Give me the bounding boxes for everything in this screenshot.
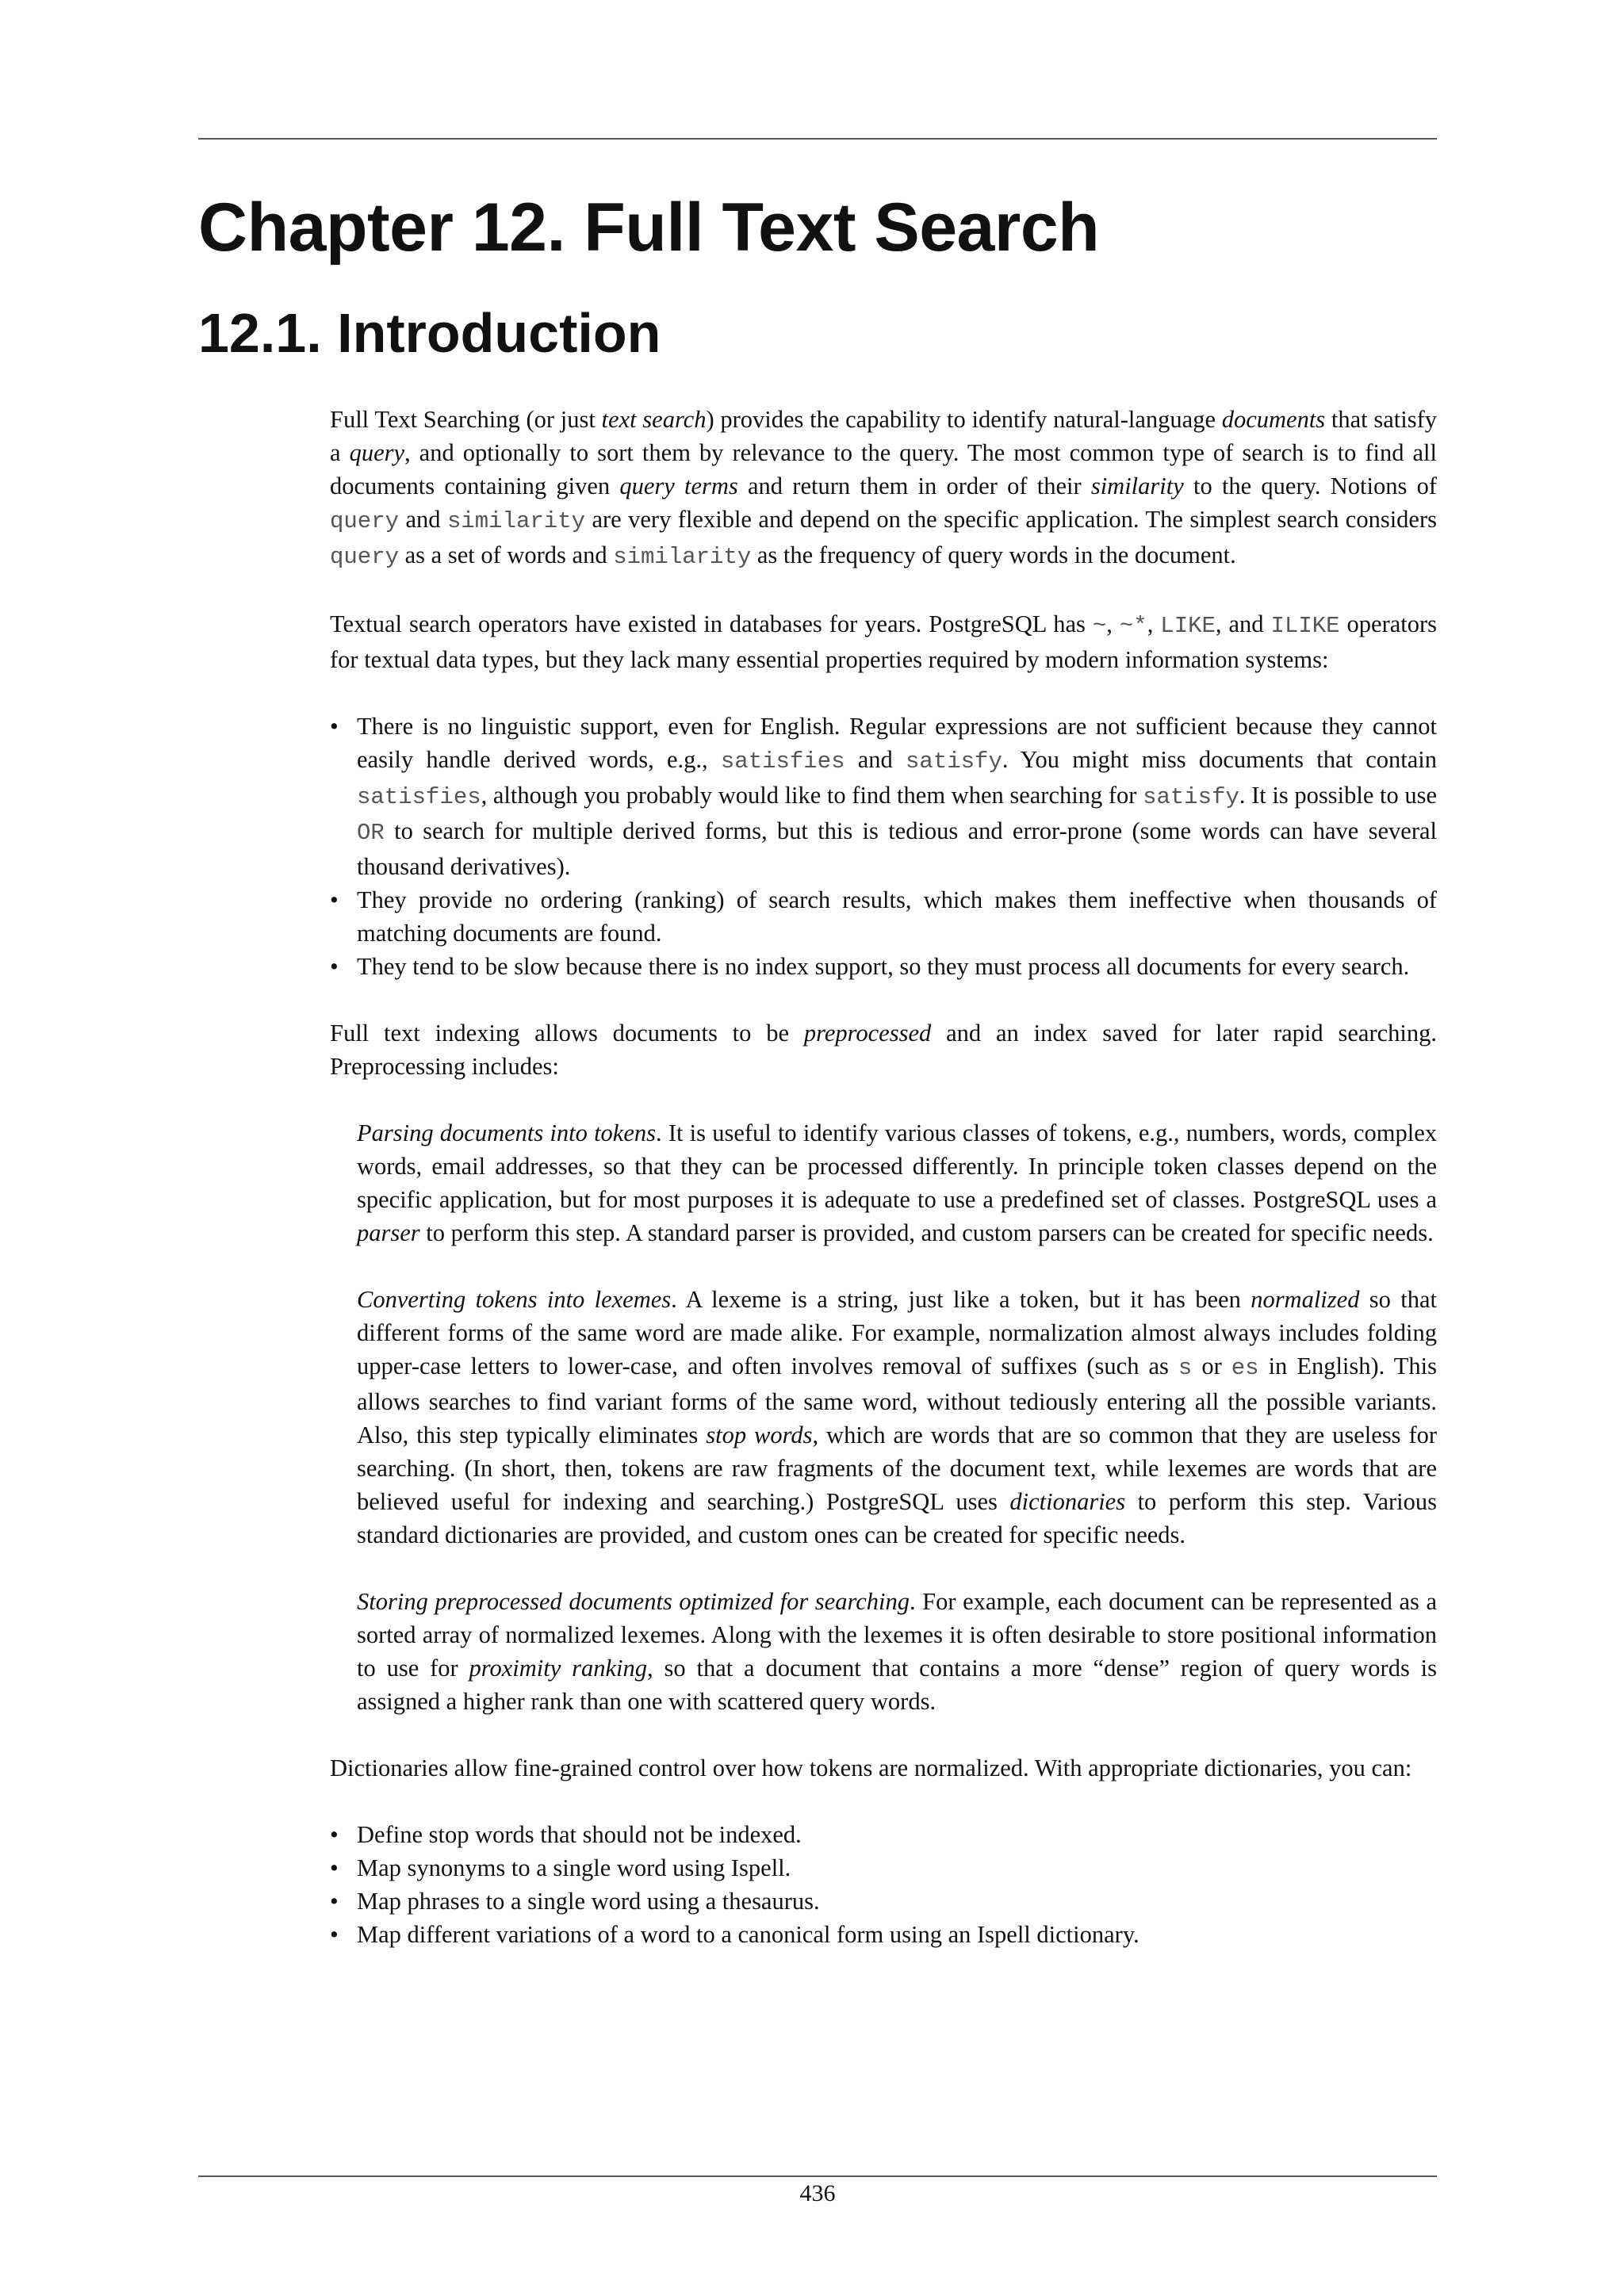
- limitations-list: [330, 710, 1437, 983]
- list-item: • They provide no ordering (ranking) of search results, which makes them ineffective when thousands of matching documents are found.: [330, 883, 1437, 950]
- list-item: • They tend to be slow because there is no index support, so they must process all documents for every search.: [330, 950, 1437, 983]
- footer-rule: [198, 2175, 1437, 2177]
- section-body: [330, 403, 1437, 1951]
- paragraph-lexemes: Converting tokens into lexemes. A lexeme is a string, just like a token, but it has been normalized so that different forms of the same word are made alike. For example, normalization almost always includes folding upper-case letters to lower-case, and often involves removal of suffixes (such as s or es in English). This allows searches to find variant forms of the same word, without tediously entering all the possible variants. Also, this step typically eliminates stop words, which are words that are so common that they are useless for searching. (In short, then, tokens are raw fragments of the document text, while lexemes are words that are believed useful for indexing and searching.) PostgreSQL uses dictionaries to perform this step. Various standard dictionaries are provided, and custom ones can be created for specific needs.: [357, 1286, 1438, 1548]
- paragraph-parsing: Parsing documents into tokens. It is useful to identify various classes of tokens, e.g., numbers, words, complex words, email addresses, so that they can be processed differently. In principle token classes depend on the specific application, but for most purposes it is adequate to use a predefined set of classes. PostgreSQL uses a parser to perform this step. A standard parser is provided, and custom parsers can be created for specific needs.: [357, 1119, 1437, 1246]
- paragraph-operators: Textual search operators have existed in databases for years. PostgreSQL has ~, ~*, LIKE, and ILIKE operators for textual data types, but they lack many essential properties required by modern information systems:: [330, 610, 1438, 673]
- list-item: • Define stop words that should not be indexed.: [330, 1818, 1437, 1851]
- page-number: 436: [799, 2180, 836, 2206]
- paragraph-storing: Storing preprocessed documents optimized for searching. For example, each document can be represented as a sorted array of normalized lexemes. Along with the lexemes it is often desirable to store positional information to use for proximity ranking, so that a document that contains a more “dense” region of query words is assigned a higher rank than one with scattered query words.: [357, 1588, 1438, 1715]
- dictionary-capabilities-list: [330, 1818, 1437, 1951]
- paragraph-indexing: Full text indexing allows documents to be preprocessed and an index saved for later rapid searching. Preprocessing includes:: [330, 1020, 1437, 1080]
- paragraph-intro: Full Text Searching (or just text search) provides the capability to identify natural-language documents that satisfy a query, and optionally to sort them by relevance to the query. The most common type of search is to find all documents containing given query terms and return them in order of their similarity to the query. Notions of query and similarity are very flexible and depend on the specific application. The simplest search considers query as a set of words and similarity as the frequency of query words in the document.: [330, 406, 1437, 570]
- list-item: • There is no linguistic support, even for English. Regular expressions are not sufficient because they cannot easily handle derived words, e.g., satisfies and satisfy. You might miss documents that contain satisfies, although you probably would like to find them when searching for satisfy. It is possible to use OR to search for multiple derived forms, but this is tedious and error-prone (some words can have several thousand derivatives).: [330, 710, 1437, 883]
- list-item: • Map phrases to a single word using a thesaurus.: [330, 1885, 1437, 1918]
- header-rule: [198, 138, 1437, 140]
- list-item: • Map synonyms to a single word using Ispell.: [330, 1851, 1437, 1885]
- list-item: • Map different variations of a word to a canonical form using an Ispell dictionary.: [330, 1918, 1437, 1951]
- chapter-title: Chapter 12. Full Text Search: [198, 189, 1100, 266]
- section-title: 12.1. Introduction: [198, 302, 661, 364]
- paragraph-dictionaries: Dictionaries allow fine-grained control over how tokens are normalized. With appropriate dictionaries, you can:: [330, 1755, 1412, 1781]
